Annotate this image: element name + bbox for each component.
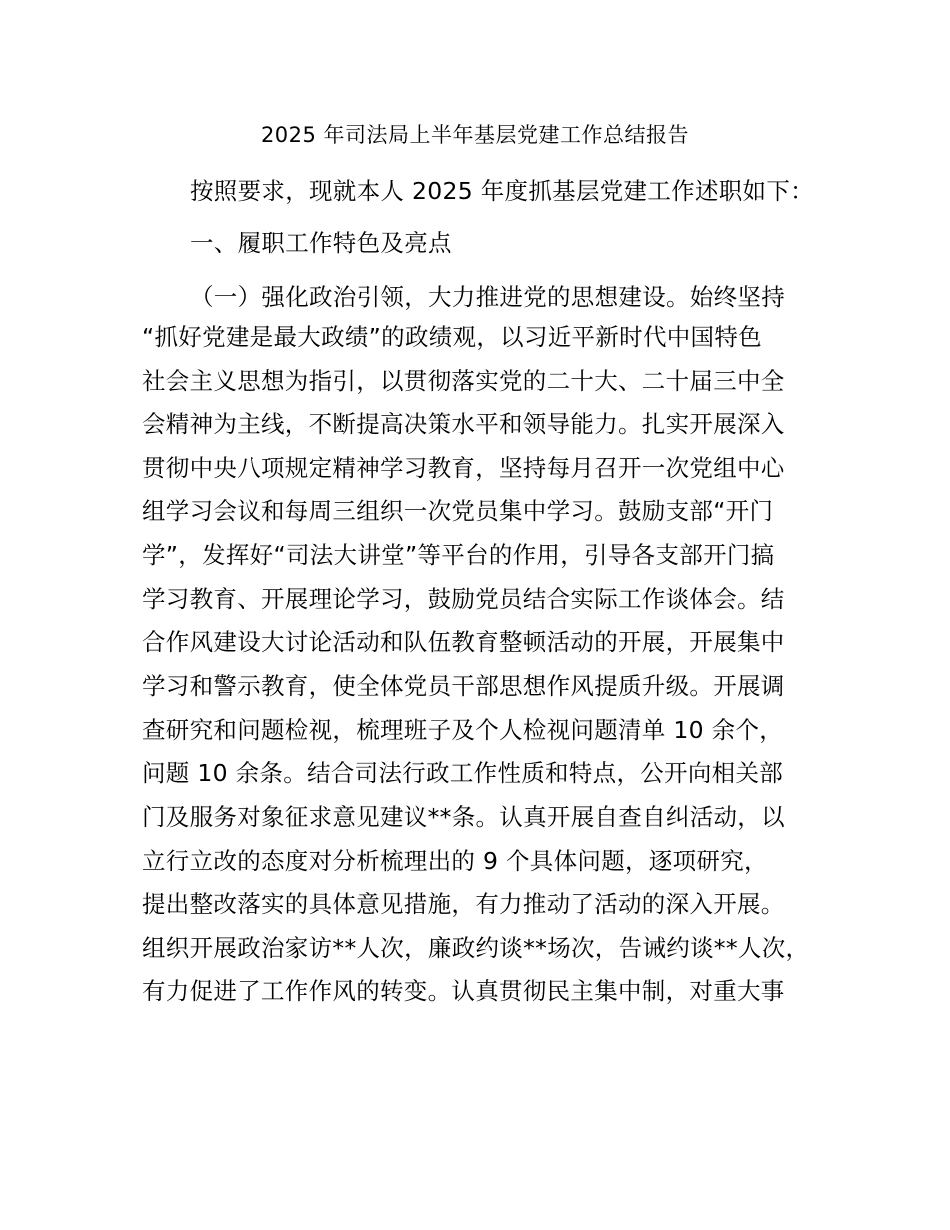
paragraph-line: 提出整改落实的具体意见措施，有力推动了活动的深入开展。 — [142, 890, 785, 918]
paragraph-line: 有力促进了工作作风的转变。认真贯彻民主集中制，对重大事 — [142, 977, 785, 1005]
paragraph-line: “抓好党建是最大政绩”的政绩观，以习近平新时代中国特色 — [142, 323, 762, 351]
paragraph-line: （一）强化政治引领，大力推进党的思想建设。始终坚持 — [190, 283, 785, 311]
paragraph-line: 学习和警示教育，使全体党员干部思想作风提质升级。开展调 — [142, 672, 785, 700]
paragraph-line: 组学习会议和每周三组织一次党员集中学习。鼓励支部“开门 — [142, 497, 774, 525]
document-title: 2025 年司法局上半年基层党建工作总结报告 — [260, 123, 690, 147]
paragraph-line: 学习教育、开展理论学习，鼓励党员结合实际工作谈体会。结 — [142, 585, 785, 613]
paragraph-line: 问题 10 余条。结合司法行政工作性质和特点，公开向相关部 — [142, 759, 784, 787]
paragraph-line: 贯彻中央八项规定精神学习教育，坚持每月召开一次党组中心 — [142, 454, 785, 482]
paragraph-line: 立行立改的态度对分析梳理出的 9 个具体问题，逐项研究， — [142, 847, 768, 875]
paragraph-line: 社会主义思想为指引，以贯彻落实党的二十大、二十届三中全 — [142, 367, 785, 395]
paragraph-line: 组织开展政治家访**人次，廉政约谈**场次，告诫约谈**人次， — [142, 934, 810, 962]
paragraph-line: 查研究和问题检视，梳理班子及个人检视问题清单 10 余个， — [142, 716, 784, 744]
section-heading: 一、履职工作特色及亮点 — [190, 229, 452, 257]
intro-paragraph: 按照要求，现就本人 2025 年度抓基层党建工作述职如下： — [190, 177, 814, 205]
paragraph-line: 会精神为主线，不断提高决策水平和领导能力。扎实开展深入 — [142, 410, 785, 438]
paragraph-line: 合作风建设大讨论活动和队伍教育整顿活动的开展，开展集中 — [142, 628, 785, 656]
paragraph-line: 学”，发挥好“司法大讲堂”等平台的作用，引导各支部开门搞 — [142, 541, 775, 569]
paragraph-line: 门及服务对象征求意见建议**条。认真开展自查自纠活动，以 — [142, 803, 785, 831]
